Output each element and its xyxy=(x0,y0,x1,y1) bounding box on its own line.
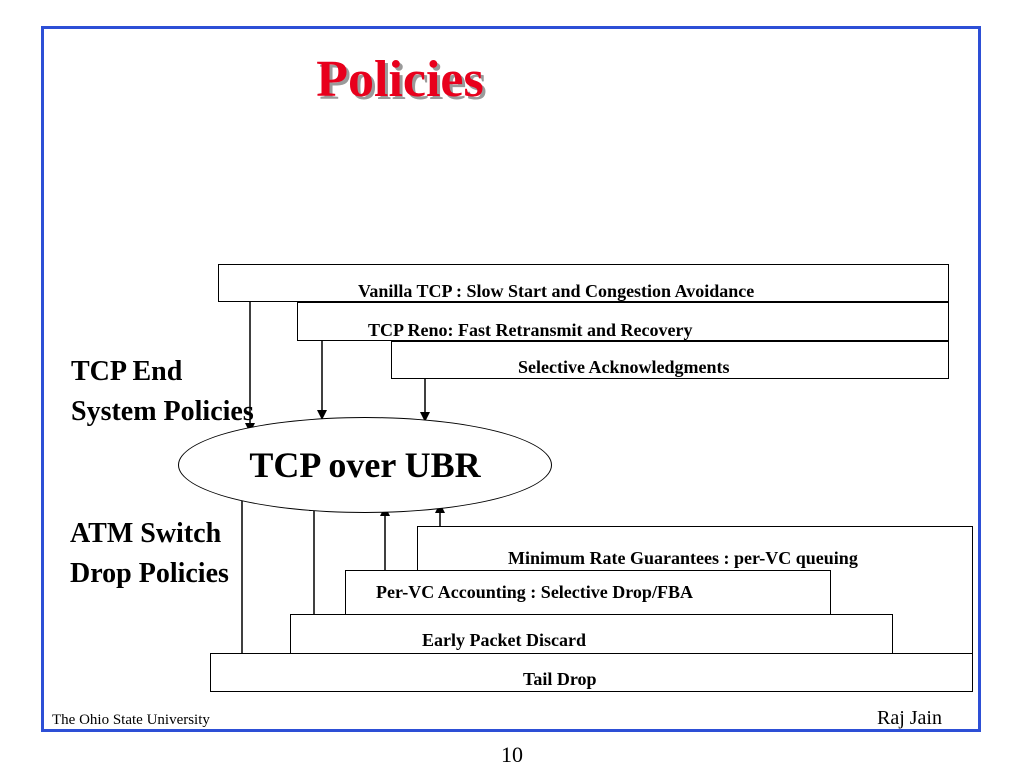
tcp-end-system-label xyxy=(71,352,254,432)
policy-label-tail-drop: Tail Drop xyxy=(523,669,597,689)
policy-label-tcp-reno: TCP Reno: Fast Retransmit and Recovery xyxy=(368,320,693,340)
atm-switch-label xyxy=(70,514,229,594)
policy-label-vanilla-tcp: Vanilla TCP : Slow Start and Congestion Avoidance xyxy=(358,281,755,301)
policy-label-per-vc: Per-VC Accounting : Selective Drop/FBA xyxy=(376,582,693,602)
policy-box-epd xyxy=(290,614,893,654)
tcp-end-line1: TCP End xyxy=(71,356,183,387)
page-number: 10 xyxy=(501,742,523,767)
tcp-over-ubr-label: TCP over UBR xyxy=(249,445,481,485)
policy-label-sack: Selective Acknowledgments xyxy=(518,357,730,377)
slide-title: Policies xyxy=(316,51,484,108)
atm-line2: Drop Policies xyxy=(70,558,229,589)
atm-line1: ATM Switch xyxy=(70,518,222,549)
footer-author: Raj Jain xyxy=(877,707,942,729)
policy-label-min-rate: Minimum Rate Guarantees : per-VC queuing xyxy=(508,548,858,568)
tcp-end-line2: System Policies xyxy=(71,396,254,427)
footer-university: The Ohio State University xyxy=(52,712,210,728)
policy-label-epd: Early Packet Discard xyxy=(422,630,586,650)
